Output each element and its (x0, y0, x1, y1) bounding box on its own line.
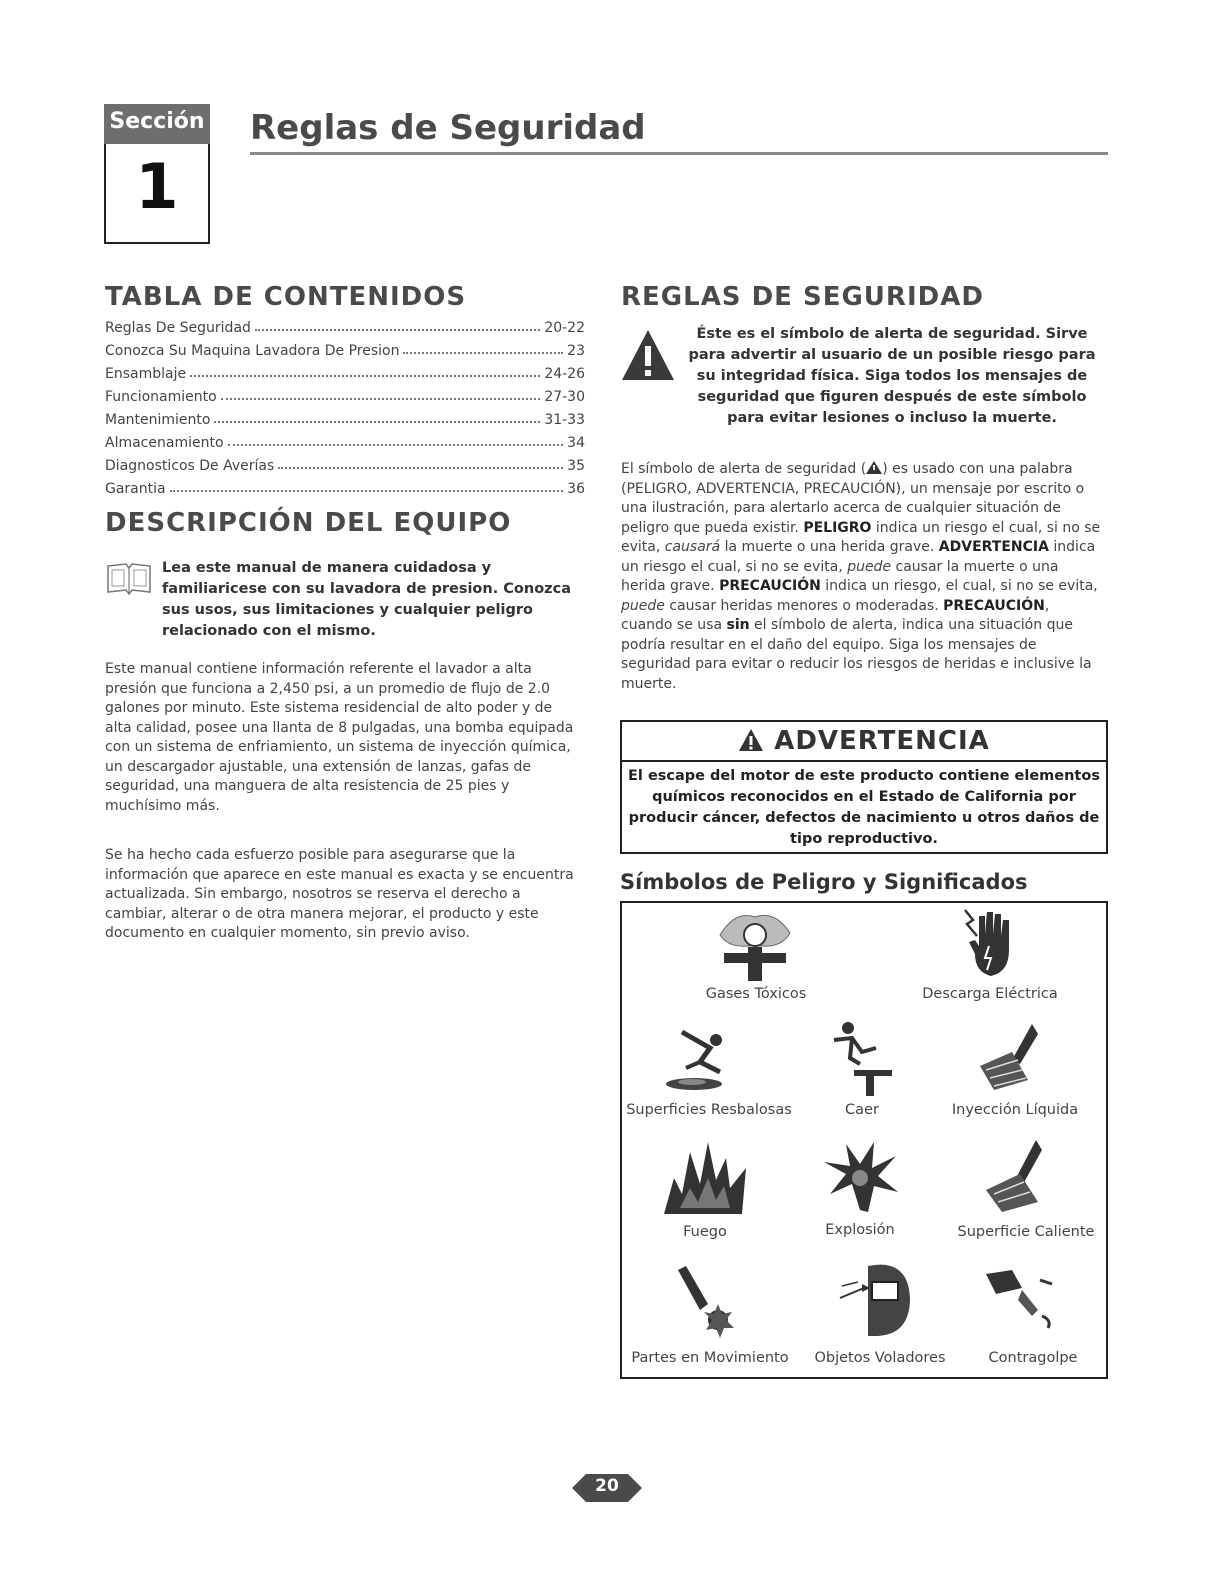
toc-page: 31-33 (544, 412, 585, 428)
toc-page: 27-30 (544, 389, 585, 405)
symbol-label-slippery: Superficies Resbalosas (626, 1102, 792, 1118)
page-title: Reglas de Seguridad (250, 108, 646, 148)
toxic-gas-icon (710, 905, 800, 983)
toc-label: Reglas De Seguridad (105, 320, 251, 336)
symbol-label-moving-parts: Partes en Movimiento (631, 1350, 789, 1366)
toc-row[interactable] (105, 360, 585, 382)
toc-label: Diagnosticos De Averías (105, 458, 275, 474)
electric-shock-icon (955, 906, 1025, 982)
symbols-heading: Símbolos de Peligro y Significados (620, 870, 1028, 894)
toc-label: Almacenamiento (105, 435, 224, 451)
warning-alert-icon (738, 728, 764, 752)
toc-page: 36 (567, 481, 585, 497)
symbol-label-fall: Caer (845, 1102, 879, 1118)
kickback-icon (982, 1266, 1056, 1336)
equipment-note: Lea este manual de manera cuidadosa y familiaricese con su lavadora de presion. Conozca sus usos, sus limitaciones y cualquier peligro relacionado con el mismo. (162, 560, 571, 639)
symbol-label-kickback: Contragolpe (988, 1350, 1078, 1366)
warning-title: ADVERTENCIA (774, 726, 990, 756)
warning-header (622, 722, 1106, 762)
explosion-icon (820, 1140, 900, 1216)
symbol-label-injection: Inyección Líquida (951, 1102, 1079, 1118)
fall-icon (826, 1018, 896, 1096)
inline-alert-icon (866, 461, 882, 474)
toc-row[interactable] (105, 429, 585, 451)
toc-row[interactable] (105, 337, 585, 359)
toc-row[interactable] (105, 383, 585, 405)
safety-alert-note: Éste es el símbolo de alerta de seguridad. Sirve para advertir al usuario de un posible riesgo para su integridad física. Siga todos los mensajes de seguridad que figuren después de este símbolo para evitar lesiones o incluso la muerte. (688, 326, 1096, 426)
safety-alert-icon (620, 326, 676, 384)
toc-label: Funcionamiento (105, 389, 217, 405)
title-divider (250, 152, 1108, 155)
disclaimer-paragraph: Se ha hecho cada esfuerzo posible para asegurarse que la información que aparece en este manual es exacta y se encuentra actualizada. Sin embargo, nosotros se reserva el derecho a cambiar, alterar o de otra manera mejorar, el producto y este documento en cualquier momento, sin previo aviso. (105, 847, 574, 941)
section-number: 1 (135, 150, 179, 223)
toc-row[interactable] (105, 452, 585, 474)
fire-icon (660, 1138, 750, 1216)
equipment-paragraph: Este manual contiene información referente el lavador a alta presión que funciona a 2,450 psi, a un promedio de flujo de 2.0 galones por minuto. Este sistema residencial de alto poder y de alta calidad, posee una llanta de 8 pulgadas, una bomba equipada con un sistema de enfriamiento, un sistema de inyección química, un descargador ajustable, una extensión de lanzas, gafas de seguridad, una manguera de alta resistencia de 25 pies y muchísimo más. (105, 661, 574, 814)
equipment-heading: DESCRIPCIÓN DEL EQUIPO (105, 508, 512, 538)
toc-label: Garantia (105, 481, 166, 497)
toc-label: Conozca Su Maquina Lavadora De Presion (105, 343, 400, 359)
toc-page: 35 (567, 458, 585, 474)
symbol-label-electric-shock: Descarga Eléctrica (922, 986, 1058, 1002)
warning-text: El escape del motor de este producto contiene elementos químicos reconocidos en el Estado de California por producir cáncer, defectos de nacimiento u otros daños de tipo reproductivo. (628, 768, 1100, 847)
section-label: Sección (104, 104, 210, 144)
toc-row[interactable] (105, 475, 585, 497)
toc-label: Ensamblaje (105, 366, 187, 382)
toc-row[interactable] (105, 314, 585, 336)
toc-page: 23 (567, 343, 585, 359)
symbol-label-flying-objects: Objetos Voladores (814, 1350, 946, 1366)
safety-paragraph: El símbolo de alerta de seguridad ( ) es usado con una palabra (PELIGRO, ADVERTENCIA, PRECAUCIÓN), un mensaje por escrito o una ilustración, para alertarlo acerca de cualquier situación de peligro que pueda existir. PELIGRO indica un riesgo el cual, si no se evita, causará la muerte o una herida grave. ADVERTENCIA indica un riesgo el cual, si no se evita, puede causar la muerte o una herida grave. PRECAUCIÓN indica un riesgo, el cual, si no se evita, puede causar heridas menores o moderadas. PRECAUCIÓN, cuando se usa sin el símbolo de alerta, indica una situación que podría resultar en el daño del equipo. Siga los mensajes de seguridad para evitar o reducir los riesgos de heridas e inclusive la muerte. (621, 461, 1101, 692)
symbol-label-toxic-gas: Gases Tóxicos (705, 986, 807, 1002)
hot-surface-icon (980, 1138, 1044, 1214)
toc-page: 24-26 (544, 366, 585, 382)
toc-heading: TABLA DE CONTENIDOS (105, 282, 467, 312)
toc-page: 34 (567, 435, 585, 451)
symbol-label-fire: Fuego (683, 1224, 727, 1240)
book-icon (104, 560, 154, 598)
toc-label: Mantenimiento (105, 412, 211, 428)
moving-parts-icon (674, 1264, 738, 1340)
safety-heading: REGLAS DE SEGURIDAD (621, 282, 984, 312)
slippery-surface-icon (660, 1022, 736, 1094)
page-number: 20 (595, 1476, 619, 1496)
toc-page: 20-22 (544, 320, 585, 336)
symbol-label-hot-surface: Superficie Caliente (957, 1224, 1095, 1240)
flying-objects-icon (838, 1258, 914, 1340)
symbol-label-explosion: Explosión (825, 1222, 895, 1238)
liquid-injection-icon (972, 1020, 1044, 1094)
toc-row[interactable] (105, 406, 585, 428)
